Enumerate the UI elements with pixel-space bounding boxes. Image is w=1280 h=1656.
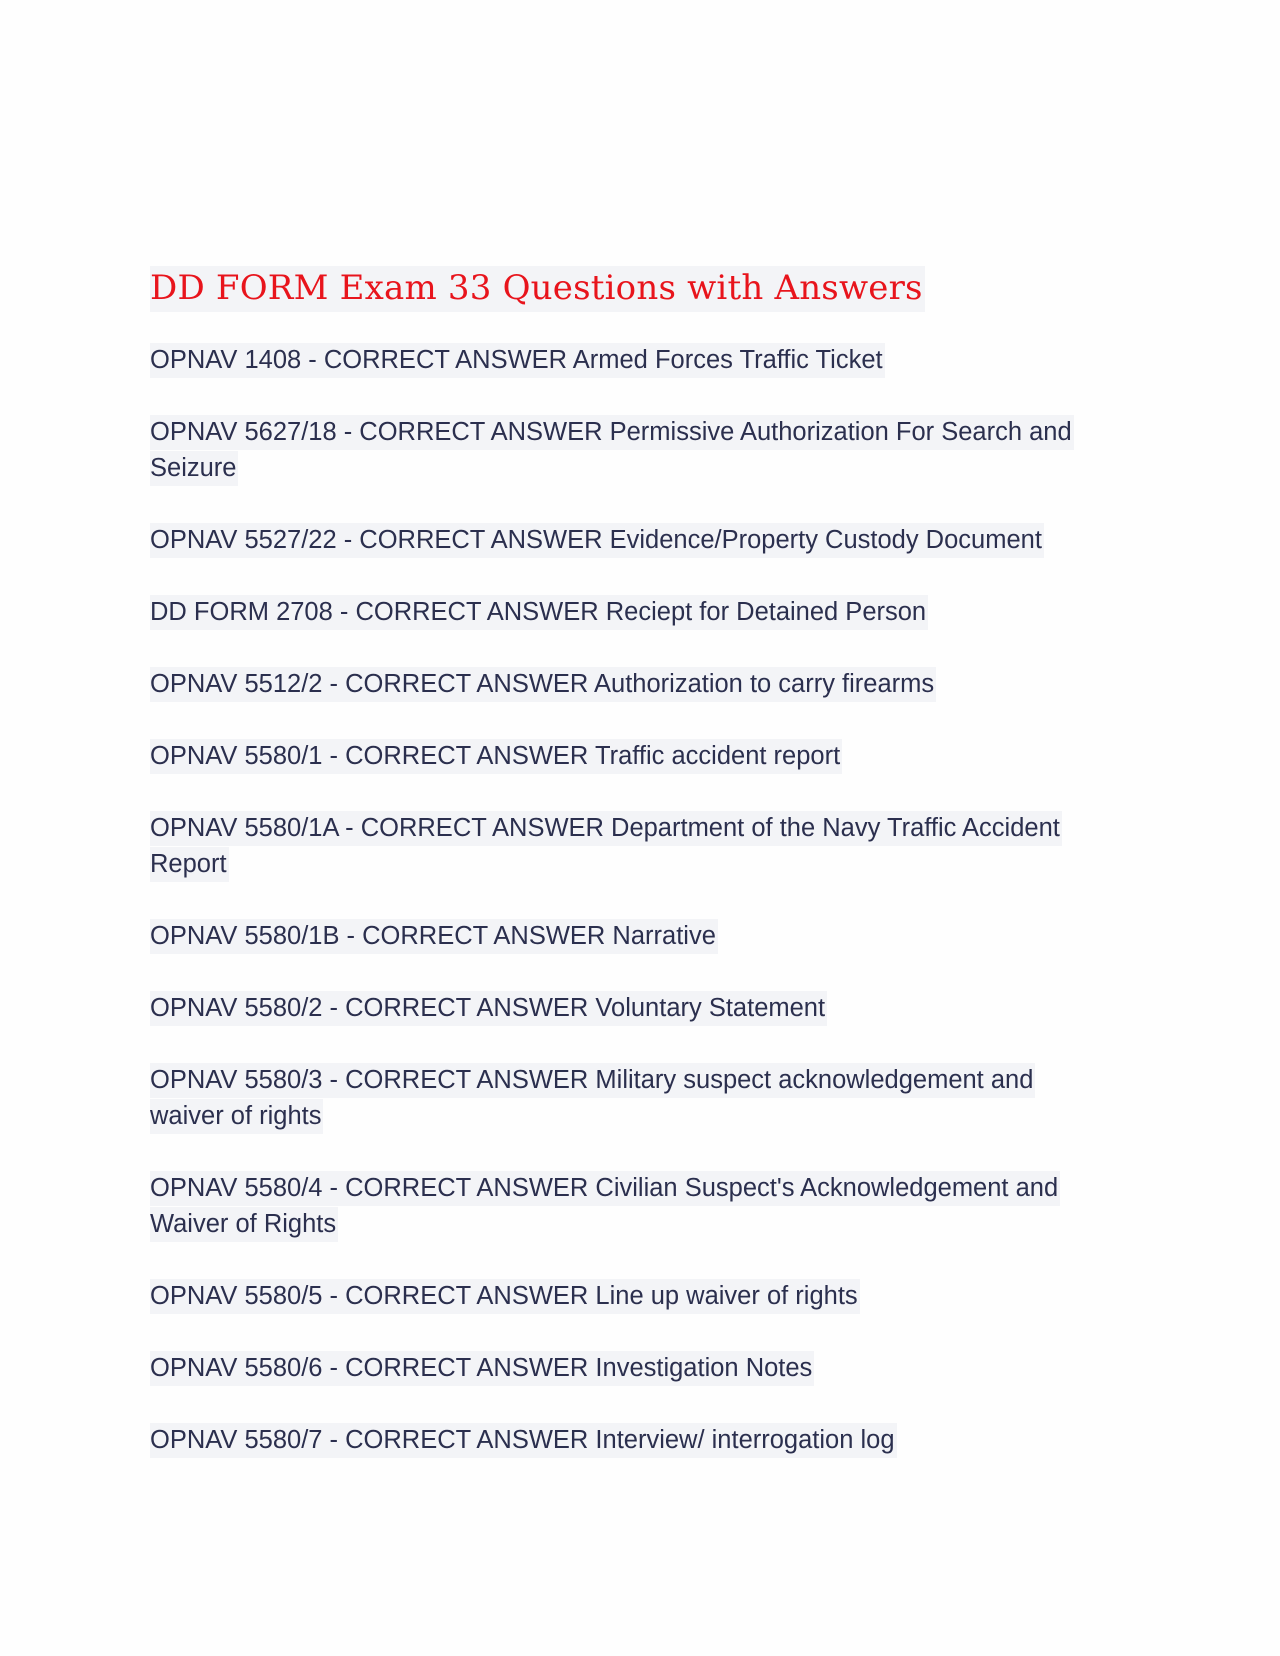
qa-item-text: OPNAV 5580/1 - CORRECT ANSWER Traffic accident report bbox=[150, 739, 842, 774]
qa-item-text: OPNAV 5580/2 - CORRECT ANSWER Voluntary Statement bbox=[150, 991, 827, 1026]
qa-item-text: OPNAV 5580/5 - CORRECT ANSWER Line up waiver of rights bbox=[150, 1279, 860, 1314]
qa-item bbox=[150, 810, 1080, 882]
qa-item-text: DD FORM 2708 - CORRECT ANSWER Reciept for Detained Person bbox=[150, 595, 928, 630]
qa-item bbox=[150, 990, 1080, 1026]
qa-item bbox=[150, 1278, 1080, 1314]
qa-item-text: OPNAV 5580/1A - CORRECT ANSWER Department of the Navy Traffic Accident Report bbox=[150, 811, 1062, 882]
qa-list bbox=[150, 342, 1080, 1458]
qa-item bbox=[150, 594, 1080, 630]
qa-item-text: OPNAV 5580/6 - CORRECT ANSWER Investigation Notes bbox=[150, 1351, 814, 1386]
document-title-text: DD FORM Exam 33 Questions with Answers bbox=[150, 266, 925, 312]
qa-item bbox=[150, 1062, 1080, 1134]
qa-item bbox=[150, 1170, 1080, 1242]
qa-item bbox=[150, 738, 1080, 774]
document-title bbox=[150, 266, 1080, 310]
qa-item bbox=[150, 522, 1080, 558]
qa-item bbox=[150, 1422, 1080, 1458]
qa-item bbox=[150, 342, 1080, 378]
qa-item bbox=[150, 918, 1080, 954]
qa-item-text: OPNAV 5512/2 - CORRECT ANSWER Authorization to carry firearms bbox=[150, 667, 936, 702]
qa-item-text: OPNAV 1408 - CORRECT ANSWER Armed Forces Traffic Ticket bbox=[150, 343, 885, 378]
qa-item bbox=[150, 414, 1080, 486]
qa-item bbox=[150, 666, 1080, 702]
qa-item-text: OPNAV 5580/7 - CORRECT ANSWER Interview/ interrogation log bbox=[150, 1423, 897, 1458]
qa-item-text: OPNAV 5580/4 - CORRECT ANSWER Civilian Suspect's Acknowledgement and Waiver of Rights bbox=[150, 1171, 1060, 1242]
qa-item-text: OPNAV 5527/22 - CORRECT ANSWER Evidence/Property Custody Document bbox=[150, 523, 1044, 558]
qa-item-text: OPNAV 5580/3 - CORRECT ANSWER Military suspect acknowledgement and waiver of rights bbox=[150, 1063, 1035, 1134]
qa-item-text: OPNAV 5627/18 - CORRECT ANSWER Permissive Authorization For Search and Seizure bbox=[150, 415, 1074, 486]
document-content bbox=[150, 266, 1080, 1494]
qa-item bbox=[150, 1350, 1080, 1386]
qa-item-text: OPNAV 5580/1B - CORRECT ANSWER Narrative bbox=[150, 919, 718, 954]
